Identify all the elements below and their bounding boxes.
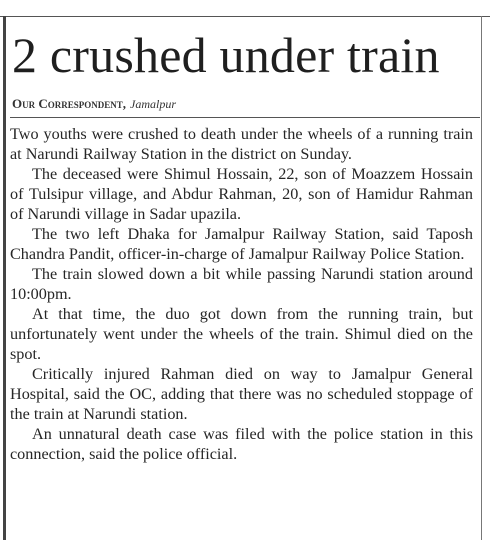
paragraph-4: The train slowed down a bit while passing Narundi station around 10:00pm. [10,265,473,303]
byline-place: Jamalpur [130,97,177,111]
paragraph-1: Two youths were crushed to death under the wheels of a running train at Narundi Railway Station in the district on Sunday. [10,125,473,163]
paragraph-2: The deceased were Shimul Hossain, 22, son of Moazzem Hossain of Tulsipur village, and Abdur Rahman, 20, son of Hamidur Rahman of Narundi village in Sadar upazila. [10,165,473,223]
byline-author: Our Correspondent, [12,96,127,111]
article-body [10,124,473,464]
paragraph-7: An unnatural death case was filed with the police station in this connection, said the police official. [10,425,473,463]
byline [12,96,176,112]
paragraph-3: The two left Dhaka for Jamalpur Railway Station, said Taposh Chandra Pandit, officer-in-charge of Jamalpur Railway Police Station. [10,225,473,263]
news-article [0,16,490,540]
paragraph-6: Critically injured Rahman died on way to Jamalpur General Hospital, said the OC, adding that there was no scheduled stoppage of the train at Narundi station. [10,365,473,423]
headline: 2 crushed under train [12,27,440,83]
paragraph-5: At that time, the duo got down from the running train, but unfortunately went under the wheels of the train. Shimul died on the spot. [10,305,473,363]
byline-divider [10,117,480,118]
top-rule [0,0,490,17]
